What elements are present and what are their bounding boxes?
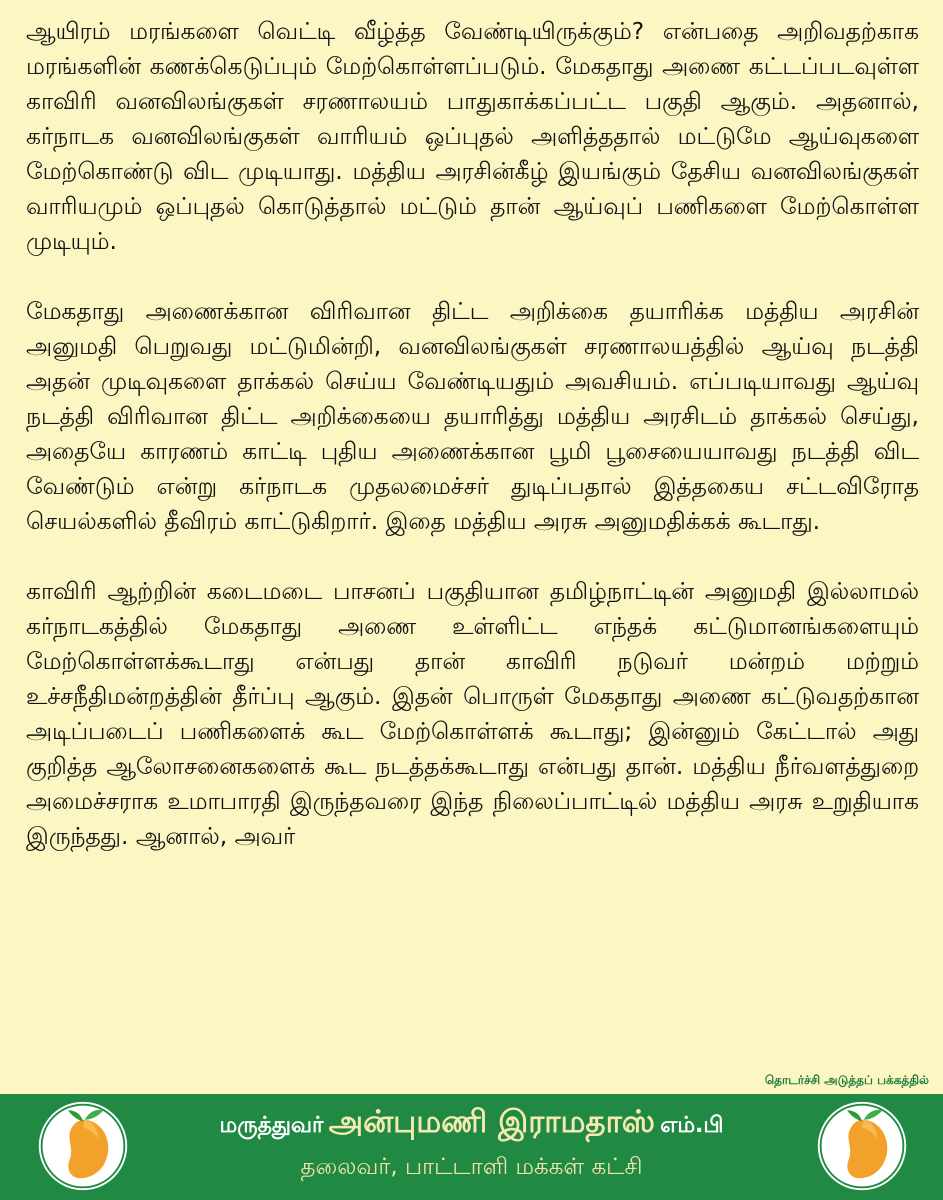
footer-prefix: மருத்துவர் xyxy=(219,1113,324,1138)
paragraph-1: ஆயிரம் மரங்களை வெட்டி வீழ்த்த வேண்டியிருக்கும்? என்பதை அறிவதற்காக மரங்களின் கணக்கெடுப்பும் மேற்கொள்ளப்படும். மேகதாது அணை கட்டப்படவுள்ள காவிரி வனவிலங்குகள் சரணாலயம் பாதுகாக்கப்பட்ட பகுதி ஆகும். அதனால், கர்நாடக வனவிலங்குகள் வாரியம் ஒப்புதல் அளித்ததால் மட்டுமே ஆய்வுகளை மேற்கொண்டு விட முடியாது. மத்திய அரசின்கீழ் இயங்கும் தேசிய வனவிலங்குகள் வாரியமும் ஒப்புதல் கொடுத்தால் மட்டும் தான் ஆய்வுப் பணிகளை மேற்கொள்ள முடியும். xyxy=(26,17,919,255)
paragraph-2: மேகதாது அணைக்கான விரிவான திட்ட அறிக்கை தயாரிக்க மத்திய அரசின் அனுமதி பெறுவது மட்டுமின்றி, வனவிலங்குகள் சரணாலயத்தில் ஆய்வு நடத்தி அதன் முடிவுகளை தாக்கல் செய்ய வேண்டியதும் அவசியம். எப்படியாவது ஆய்வு நடத்தி விரிவான திட்ட அறிக்கையை தயாரித்து மத்திய அரசிடம் தாக்கல் செய்து, அதையே காரணம் காட்டி புதிய அணைக்கான பூமி பூசையையாவது நடத்தி விட வேண்டும் என்று கர்நாடக முதலமைச்சர் துடிப்பதால் இத்தகைய சட்டவிரோத செயல்களில் தீவிரம் காட்டுகிறார். இதை மத்திய அரசு அனுமதிக்கக் கூடாது. xyxy=(26,297,919,535)
footer-banner xyxy=(0,1094,943,1200)
footer-title xyxy=(0,1104,943,1144)
footer-name: அன்புமணி இராமதாஸ் xyxy=(328,1104,656,1140)
footer-suffix: எம்.பி xyxy=(660,1113,724,1138)
paragraph-3: காவிரி ஆற்றின் கடைமடை பாசனப் பகுதியான தமிழ்நாட்டின் அனுமதி இல்லாமல் கர்நாடகத்தில் மேகதாது அணை உள்ளிட்ட எந்தக் கட்டுமானங்களையும் மேற்கொள்ளக்கூடாது என்பது தான் காவிரி நடுவர் மன்றம் மற்றும் உச்சநீதிமன்றத்தின் தீர்ப்பு ஆகும். இதன் பொருள் மேகதாது அணை கட்டுவதற்கான அடிப்படைப் பணிகளைக் கூட மேற்கொள்ளக் கூடாது; இன்னும் கேட்டால் அது குறித்த ஆலோசனைகளைக் கூட நடத்தக்கூடாது என்பது தான். மத்திய நீர்வளத்துறை அமைச்சராக உமாபாரதி இருந்தவரை இந்த நிலைப்பாட்டில் மத்திய அரசு உறுதியாக இருந்தது. ஆனால், அவர் xyxy=(26,577,919,850)
footer-subtitle: தலைவர், பாட்டாளி மக்கள் கட்சி xyxy=(300,1154,643,1180)
mango-logo-icon xyxy=(815,1099,909,1193)
continued-note: தொடர்ச்சி அடுத்தப் பக்கத்தில் xyxy=(764,1073,929,1087)
article-body xyxy=(26,14,919,854)
